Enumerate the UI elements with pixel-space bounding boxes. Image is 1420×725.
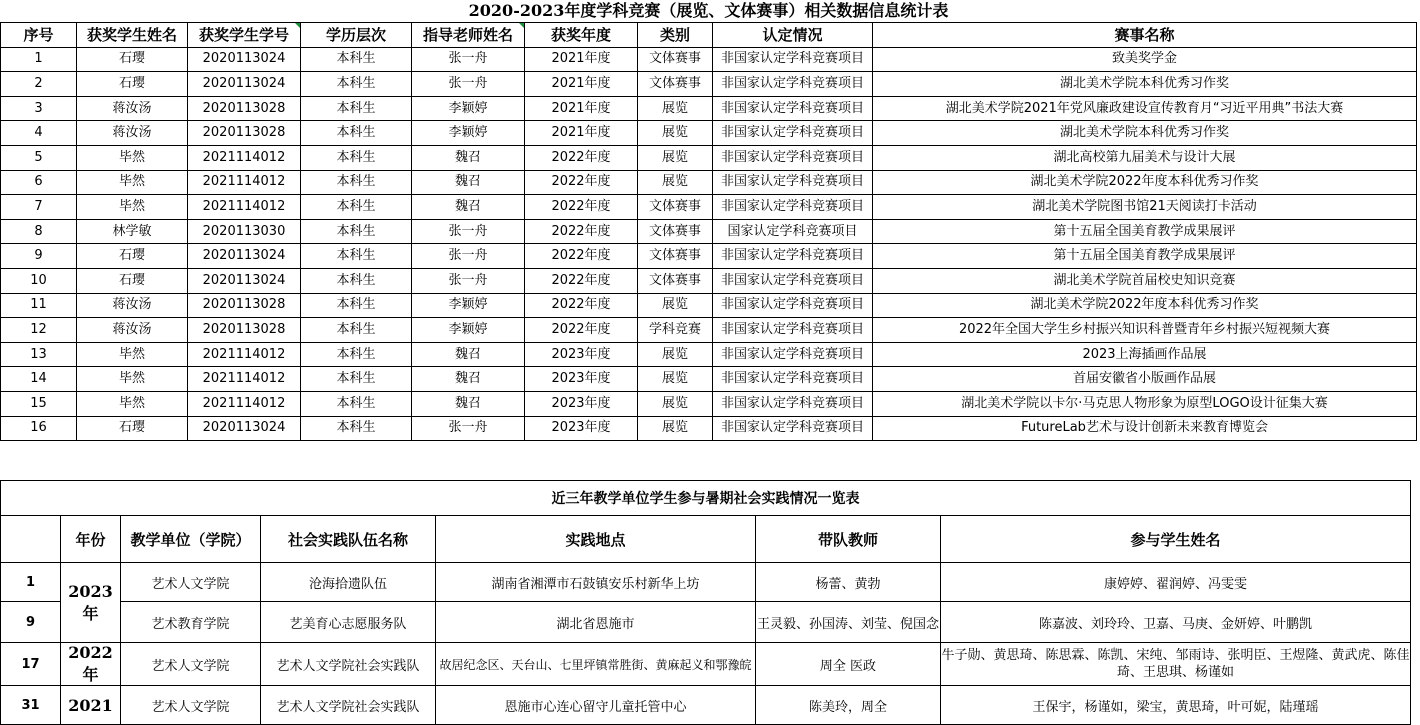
advisor-cell: 张一舟 bbox=[412, 244, 525, 269]
education-level-cell: 本科生 bbox=[301, 342, 412, 367]
recognition-cell: 非国家认定学科竞赛项目 bbox=[713, 391, 873, 416]
award-year-cell: 2021年度 bbox=[525, 47, 638, 72]
recognition-cell: 非国家认定学科竞赛项目 bbox=[713, 96, 873, 121]
year-cell: 2023年 bbox=[61, 563, 121, 643]
student-id-cell: 2020113028 bbox=[188, 318, 301, 343]
category-cell: 展览 bbox=[638, 121, 713, 146]
student-name-cell: 毕然 bbox=[77, 145, 188, 170]
category-cell: 展览 bbox=[638, 391, 713, 416]
index-cell: 7 bbox=[1, 195, 77, 220]
table2-header-row bbox=[1, 516, 1411, 563]
index-cell: 8 bbox=[1, 219, 77, 244]
teacher-cell: 陈美玲，周全 bbox=[756, 686, 941, 725]
table-row bbox=[1, 195, 1417, 220]
team-cell: 艺术人文学院社会实践队 bbox=[261, 643, 436, 686]
award-year-cell: 2021年度 bbox=[525, 72, 638, 97]
category-cell: 文体赛事 bbox=[638, 195, 713, 220]
teacher-cell: 周全 医政 bbox=[756, 643, 941, 686]
header-team-name: 社会实践队伍名称 bbox=[261, 516, 436, 563]
category-cell: 展览 bbox=[638, 293, 713, 318]
advisor-cell: 李颖婷 bbox=[412, 318, 525, 343]
award-year-cell: 2022年度 bbox=[525, 170, 638, 195]
unit-cell: 艺术人文学院 bbox=[121, 643, 261, 686]
table-row bbox=[1, 293, 1417, 318]
advisor-cell: 张一舟 bbox=[412, 219, 525, 244]
event-name-cell: 湖北美术学院图书馆21天阅读打卡活动 bbox=[873, 195, 1417, 220]
index-cell: 1 bbox=[1, 47, 77, 72]
teacher-cell: 杨蕾、黄勃 bbox=[756, 563, 941, 602]
header-advisor: 指导老师姓名 bbox=[412, 23, 525, 48]
table-row bbox=[1, 416, 1417, 441]
unit-cell: 艺术人文学院 bbox=[121, 563, 261, 602]
event-name-cell: 湖北美术学院2022年度本科优秀习作奖 bbox=[873, 170, 1417, 195]
event-name-cell: 首届安徽省小版画作品展 bbox=[873, 367, 1417, 392]
student-id-cell: 2020113028 bbox=[188, 121, 301, 146]
education-level-cell: 本科生 bbox=[301, 244, 412, 269]
student-name-cell: 石璎 bbox=[77, 416, 188, 441]
student-name-cell: 毕然 bbox=[77, 391, 188, 416]
table1-header-row bbox=[1, 23, 1417, 48]
place-cell: 湖北省恩施市 bbox=[436, 602, 756, 643]
award-year-cell: 2022年度 bbox=[525, 219, 638, 244]
award-year-cell: 2023年度 bbox=[525, 367, 638, 392]
advisor-cell: 魏召 bbox=[412, 195, 525, 220]
student-id-cell: 2020113024 bbox=[188, 416, 301, 441]
table-row bbox=[1, 219, 1417, 244]
advisor-cell: 魏召 bbox=[412, 391, 525, 416]
students-cell: 王保宇，杨谨如，梁宝，黄思琦，叶可妮，陆瑾瑶 bbox=[941, 686, 1411, 725]
table-row bbox=[1, 244, 1417, 269]
advisor-cell: 李颖婷 bbox=[412, 293, 525, 318]
event-name-cell: 第十五届全国美育教学成果展评 bbox=[873, 244, 1417, 269]
index-cell: 13 bbox=[1, 342, 77, 367]
place-cell: 恩施市心连心留守儿童托管中心 bbox=[436, 686, 756, 725]
category-cell: 展览 bbox=[638, 416, 713, 441]
event-name-cell: 湖北美术学院本科优秀习作奖 bbox=[873, 121, 1417, 146]
event-name-cell: 湖北美术学院首届校史知识竞赛 bbox=[873, 268, 1417, 293]
index-cell: 15 bbox=[1, 391, 77, 416]
education-level-cell: 本科生 bbox=[301, 47, 412, 72]
student-id-cell: 2020113024 bbox=[188, 268, 301, 293]
recognition-cell: 非国家认定学科竞赛项目 bbox=[713, 342, 873, 367]
header-category: 类别 bbox=[638, 23, 713, 48]
table-row bbox=[1, 96, 1417, 121]
category-cell: 学科竞赛 bbox=[638, 318, 713, 343]
award-year-cell: 2023年度 bbox=[525, 391, 638, 416]
recognition-cell: 非国家认定学科竞赛项目 bbox=[713, 121, 873, 146]
student-name-cell: 毕然 bbox=[77, 195, 188, 220]
recognition-cell: 国家认定学科竞赛项目 bbox=[713, 219, 873, 244]
event-name-cell: FutureLab艺术与设计创新未来教育博览会 bbox=[873, 416, 1417, 441]
education-level-cell: 本科生 bbox=[301, 268, 412, 293]
table-row bbox=[1, 145, 1417, 170]
header-event-name: 赛事名称 bbox=[873, 23, 1417, 48]
advisor-cell: 李颖婷 bbox=[412, 121, 525, 146]
student-name-cell: 蒋汝汤 bbox=[77, 318, 188, 343]
award-year-cell: 2022年度 bbox=[525, 145, 638, 170]
header-lead-teacher: 带队教师 bbox=[756, 516, 941, 563]
index-cell: 12 bbox=[1, 318, 77, 343]
event-name-cell: 2022年全国大学生乡村振兴知识科普暨青年乡村振兴短视频大赛 bbox=[873, 318, 1417, 343]
education-level-cell: 本科生 bbox=[301, 170, 412, 195]
recognition-cell: 非国家认定学科竞赛项目 bbox=[713, 293, 873, 318]
advisor-cell: 张一舟 bbox=[412, 47, 525, 72]
social-practice-table bbox=[0, 480, 1411, 725]
index-cell: 3 bbox=[1, 96, 77, 121]
student-name-cell: 蒋汝汤 bbox=[77, 121, 188, 146]
category-cell: 展览 bbox=[638, 342, 713, 367]
table-row bbox=[1, 47, 1417, 72]
table-row bbox=[1, 72, 1417, 97]
recognition-cell: 非国家认定学科竞赛项目 bbox=[713, 72, 873, 97]
recognition-cell: 非国家认定学科竞赛项目 bbox=[713, 145, 873, 170]
student-id-cell: 2021114012 bbox=[188, 195, 301, 220]
table-row bbox=[1, 121, 1417, 146]
education-level-cell: 本科生 bbox=[301, 318, 412, 343]
advisor-cell: 张一舟 bbox=[412, 416, 525, 441]
student-id-cell: 2021114012 bbox=[188, 391, 301, 416]
advisor-cell: 魏召 bbox=[412, 145, 525, 170]
recognition-cell: 非国家认定学科竞赛项目 bbox=[713, 195, 873, 220]
education-level-cell: 本科生 bbox=[301, 219, 412, 244]
row-number: 9 bbox=[1, 602, 61, 643]
header-blank bbox=[1, 516, 61, 563]
category-cell: 文体赛事 bbox=[638, 244, 713, 269]
education-level-cell: 本科生 bbox=[301, 416, 412, 441]
unit-cell: 艺术教育学院 bbox=[121, 602, 261, 643]
index-cell: 5 bbox=[1, 145, 77, 170]
index-cell: 16 bbox=[1, 416, 77, 441]
teacher-cell: 王灵毅、孙国涛、刘莹、倪国念 bbox=[756, 602, 941, 643]
table2-title: 近三年教学单位学生参与暑期社会实践情况一览表 bbox=[1, 481, 1411, 516]
student-id-cell: 2020113024 bbox=[188, 72, 301, 97]
index-cell: 9 bbox=[1, 244, 77, 269]
advisor-cell: 魏召 bbox=[412, 342, 525, 367]
category-cell: 展览 bbox=[638, 367, 713, 392]
advisor-cell: 张一舟 bbox=[412, 72, 525, 97]
education-level-cell: 本科生 bbox=[301, 195, 412, 220]
education-level-cell: 本科生 bbox=[301, 96, 412, 121]
header-recognition: 认定情况 bbox=[713, 23, 873, 48]
unit-cell: 艺术人文学院 bbox=[121, 686, 261, 725]
category-cell: 文体赛事 bbox=[638, 268, 713, 293]
education-level-cell: 本科生 bbox=[301, 391, 412, 416]
education-level-cell: 本科生 bbox=[301, 367, 412, 392]
team-cell: 艺美育心志愿服务队 bbox=[261, 602, 436, 643]
index-cell: 6 bbox=[1, 170, 77, 195]
header-year: 年份 bbox=[61, 516, 121, 563]
place-cell: 湖南省湘潭市石鼓镇安乐村新华上坊 bbox=[436, 563, 756, 602]
student-id-cell: 2020113024 bbox=[188, 47, 301, 72]
team-cell: 沧海拾遗队伍 bbox=[261, 563, 436, 602]
recognition-cell: 非国家认定学科竞赛项目 bbox=[713, 416, 873, 441]
table-row bbox=[1, 686, 1411, 725]
table-row bbox=[1, 318, 1417, 343]
table-row bbox=[1, 268, 1417, 293]
table-row bbox=[1, 367, 1417, 392]
year-cell: 2022年 bbox=[61, 643, 121, 686]
student-id-cell: 2020113028 bbox=[188, 96, 301, 121]
event-name-cell: 湖北美术学院2021年党风廉政建设宣传教育月“习近平用典”书法大赛 bbox=[873, 96, 1417, 121]
table1-title: 2020-2023年度学科竞赛（展览、文体赛事）相关数据信息统计表 bbox=[1, 0, 1417, 23]
category-cell: 展览 bbox=[638, 145, 713, 170]
recognition-cell: 非国家认定学科竞赛项目 bbox=[713, 268, 873, 293]
recognition-cell: 非国家认定学科竞赛项目 bbox=[713, 170, 873, 195]
event-name-cell: 湖北美术学院2022年度本科优秀习作奖 bbox=[873, 293, 1417, 318]
award-year-cell: 2021年度 bbox=[525, 96, 638, 121]
award-year-cell: 2021年度 bbox=[525, 121, 638, 146]
award-year-cell: 2022年度 bbox=[525, 244, 638, 269]
index-cell: 14 bbox=[1, 367, 77, 392]
award-year-cell: 2022年度 bbox=[525, 293, 638, 318]
student-name-cell: 蒋汝汤 bbox=[77, 96, 188, 121]
category-cell: 文体赛事 bbox=[638, 219, 713, 244]
event-name-cell: 致美奖学金 bbox=[873, 47, 1417, 72]
event-name-cell: 2023上海插画作品展 bbox=[873, 342, 1417, 367]
student-id-cell: 2020113024 bbox=[188, 244, 301, 269]
award-year-cell: 2023年度 bbox=[525, 342, 638, 367]
student-name-cell: 蒋汝汤 bbox=[77, 293, 188, 318]
recognition-cell: 非国家认定学科竞赛项目 bbox=[713, 367, 873, 392]
advisor-cell: 魏召 bbox=[412, 367, 525, 392]
table-row bbox=[1, 170, 1417, 195]
index-cell: 10 bbox=[1, 268, 77, 293]
recognition-cell: 非国家认定学科竞赛项目 bbox=[713, 244, 873, 269]
students-cell: 康婷婷、翟润婷、冯雯雯 bbox=[941, 563, 1411, 602]
student-name-cell: 石璎 bbox=[77, 268, 188, 293]
team-cell: 艺术人文学院社会实践队 bbox=[261, 686, 436, 725]
row-number: 31 bbox=[1, 686, 61, 725]
student-name-cell: 毕然 bbox=[77, 170, 188, 195]
row-number: 1 bbox=[1, 563, 61, 602]
award-year-cell: 2022年度 bbox=[525, 195, 638, 220]
student-id-cell: 2021114012 bbox=[188, 145, 301, 170]
award-year-cell: 2023年度 bbox=[525, 416, 638, 441]
year-cell: 2021 bbox=[61, 686, 121, 725]
index-cell: 2 bbox=[1, 72, 77, 97]
student-name-cell: 石璎 bbox=[77, 47, 188, 72]
category-cell: 文体赛事 bbox=[638, 72, 713, 97]
student-id-cell: 2020113030 bbox=[188, 219, 301, 244]
student-id-cell: 2021114012 bbox=[188, 342, 301, 367]
advisor-cell: 张一舟 bbox=[412, 268, 525, 293]
header-student-name: 获奖学生姓名 bbox=[77, 23, 188, 48]
table-row bbox=[1, 391, 1417, 416]
advisor-cell: 魏召 bbox=[412, 170, 525, 195]
table-row bbox=[1, 602, 1411, 643]
education-level-cell: 本科生 bbox=[301, 72, 412, 97]
award-year-cell: 2022年度 bbox=[525, 318, 638, 343]
event-name-cell: 湖北美术学院本科优秀习作奖 bbox=[873, 72, 1417, 97]
row-number: 17 bbox=[1, 643, 61, 686]
student-id-cell: 2021114012 bbox=[188, 170, 301, 195]
award-year-cell: 2022年度 bbox=[525, 268, 638, 293]
education-level-cell: 本科生 bbox=[301, 293, 412, 318]
event-name-cell: 湖北高校第九届美术与设计大展 bbox=[873, 145, 1417, 170]
header-teaching-unit: 教学单位（学院） bbox=[121, 516, 261, 563]
student-name-cell: 林学敏 bbox=[77, 219, 188, 244]
header-education-level: 学历层次 bbox=[301, 23, 412, 48]
education-level-cell: 本科生 bbox=[301, 121, 412, 146]
student-name-cell: 石璎 bbox=[77, 244, 188, 269]
student-name-cell: 毕然 bbox=[77, 342, 188, 367]
place-cell: 故居纪念区、天台山、七里坪镇常胜街、黄麻起义和鄂豫皖 bbox=[436, 643, 756, 686]
table-row bbox=[1, 563, 1411, 602]
student-id-cell: 2021114012 bbox=[188, 367, 301, 392]
header-student-id: 获奖学生学号 bbox=[188, 23, 301, 48]
table-row bbox=[1, 643, 1411, 686]
header-students: 参与学生姓名 bbox=[941, 516, 1411, 563]
header-award-year: 获奖年度 bbox=[525, 23, 638, 48]
table-row bbox=[1, 342, 1417, 367]
recognition-cell: 非国家认定学科竞赛项目 bbox=[713, 318, 873, 343]
education-level-cell: 本科生 bbox=[301, 145, 412, 170]
student-name-cell: 毕然 bbox=[77, 367, 188, 392]
category-cell: 展览 bbox=[638, 96, 713, 121]
header-practice-location: 实践地点 bbox=[436, 516, 756, 563]
student-name-cell: 石璎 bbox=[77, 72, 188, 97]
student-id-cell: 2020113028 bbox=[188, 293, 301, 318]
advisor-cell: 李颖婷 bbox=[412, 96, 525, 121]
index-cell: 11 bbox=[1, 293, 77, 318]
index-cell: 4 bbox=[1, 121, 77, 146]
students-cell: 牛子勋、黄思琦、陈思霖、陈凯、宋纯、邹雨诗、张明臣、王煜隆、黄武虎、陈佳琦、王思琪、杨谨如 bbox=[941, 643, 1411, 686]
recognition-cell: 非国家认定学科竞赛项目 bbox=[713, 47, 873, 72]
event-name-cell: 第十五届全国美育教学成果展评 bbox=[873, 219, 1417, 244]
event-name-cell: 湖北美术学院以卡尔·马克思人物形象为原型LOGO设计征集大赛 bbox=[873, 391, 1417, 416]
category-cell: 文体赛事 bbox=[638, 47, 713, 72]
students-cell: 陈嘉波、刘玲玲、卫嘉、马庚、金妍婷、叶鹏凯 bbox=[941, 602, 1411, 643]
category-cell: 展览 bbox=[638, 170, 713, 195]
header-index: 序号 bbox=[1, 23, 77, 48]
